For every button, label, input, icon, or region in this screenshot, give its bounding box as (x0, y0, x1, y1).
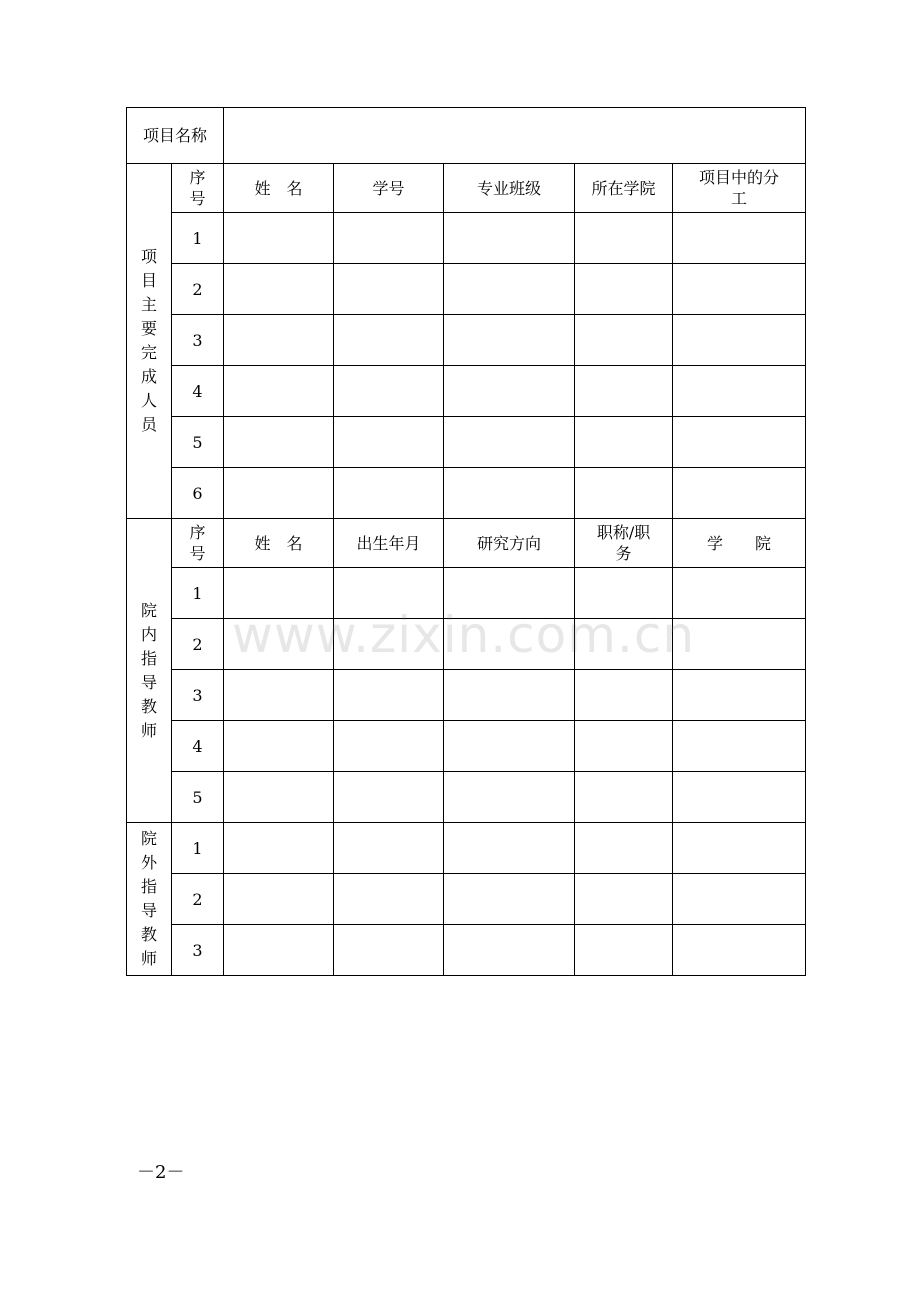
cell[interactable] (673, 315, 806, 366)
row-number: 2 (172, 264, 224, 315)
header-research-area: 研究方向 (444, 519, 575, 568)
header-major-class: 专业班级 (444, 164, 575, 213)
cell[interactable] (334, 417, 444, 468)
cell[interactable] (334, 468, 444, 519)
cell[interactable] (334, 823, 444, 874)
watermark: www.zixin.com.cn (232, 606, 696, 664)
header-name: 姓 名 (224, 519, 334, 568)
project-name-field[interactable] (224, 108, 806, 164)
header-role: 项目中的分 工 (673, 164, 806, 213)
cell[interactable] (575, 213, 673, 264)
cell[interactable] (334, 315, 444, 366)
cell[interactable] (334, 772, 444, 823)
cell[interactable] (673, 468, 806, 519)
cell[interactable] (334, 670, 444, 721)
cell[interactable] (444, 417, 575, 468)
cell[interactable] (673, 874, 806, 925)
cell[interactable] (334, 366, 444, 417)
row-number: 3 (172, 315, 224, 366)
cell[interactable] (224, 823, 334, 874)
members-group-label: 项目主要完成人员 (127, 164, 172, 519)
project-name-row (127, 108, 806, 164)
internal-advisors-header-row (127, 519, 806, 568)
table-row (127, 468, 806, 519)
row-number: 1 (172, 823, 224, 874)
cell[interactable] (673, 213, 806, 264)
cell[interactable] (444, 568, 575, 619)
cell[interactable] (334, 264, 444, 315)
table-row (127, 568, 806, 619)
cell[interactable] (224, 213, 334, 264)
cell[interactable] (673, 772, 806, 823)
table-row (127, 264, 806, 315)
row-number: 1 (172, 213, 224, 264)
header-college: 所在学院 (575, 164, 673, 213)
cell[interactable] (575, 874, 673, 925)
project-name-label: 项目名称 (127, 108, 224, 164)
cell[interactable] (334, 619, 444, 670)
cell[interactable] (575, 619, 673, 670)
cell[interactable] (224, 721, 334, 772)
cell[interactable] (224, 366, 334, 417)
cell[interactable] (444, 925, 575, 976)
table-row (127, 772, 806, 823)
cell[interactable] (575, 264, 673, 315)
cell[interactable] (224, 568, 334, 619)
row-number: 2 (172, 619, 224, 670)
cell[interactable] (444, 468, 575, 519)
row-number: 2 (172, 874, 224, 925)
table-row (127, 213, 806, 264)
members-header-row (127, 164, 806, 213)
cell[interactable] (334, 721, 444, 772)
cell[interactable] (444, 366, 575, 417)
cell[interactable] (673, 619, 806, 670)
cell[interactable] (673, 823, 806, 874)
row-number: 5 (172, 417, 224, 468)
cell[interactable] (444, 264, 575, 315)
header-seq: 序号 (172, 164, 224, 213)
cell[interactable] (673, 670, 806, 721)
cell[interactable] (444, 619, 575, 670)
cell[interactable] (224, 468, 334, 519)
cell[interactable] (224, 670, 334, 721)
cell[interactable] (673, 925, 806, 976)
cell[interactable] (575, 568, 673, 619)
page-number: －2－ (137, 1162, 185, 1183)
cell[interactable] (575, 670, 673, 721)
cell[interactable] (224, 315, 334, 366)
row-number: 6 (172, 468, 224, 519)
header-seq: 序号 (172, 519, 224, 568)
table-row (127, 925, 806, 976)
header-title-position: 职称/职务 (575, 519, 673, 568)
cell[interactable] (334, 874, 444, 925)
cell[interactable] (673, 568, 806, 619)
cell[interactable] (575, 925, 673, 976)
cell[interactable] (673, 264, 806, 315)
cell[interactable] (575, 823, 673, 874)
cell[interactable] (444, 213, 575, 264)
cell[interactable] (224, 772, 334, 823)
header-birth-date: 出生年月 (334, 519, 444, 568)
header-student-id: 学号 (334, 164, 444, 213)
row-number: 4 (172, 366, 224, 417)
table-row (127, 366, 806, 417)
cell[interactable] (673, 366, 806, 417)
table-row (127, 874, 806, 925)
cell[interactable] (224, 264, 334, 315)
cell[interactable] (575, 772, 673, 823)
cell[interactable] (334, 213, 444, 264)
cell[interactable] (444, 772, 575, 823)
table-row (127, 823, 806, 874)
cell[interactable] (334, 925, 444, 976)
internal-advisors-group-label: 院内指导教师 (127, 519, 172, 823)
cell[interactable] (444, 721, 575, 772)
cell[interactable] (224, 874, 334, 925)
cell[interactable] (575, 366, 673, 417)
row-number: 3 (172, 925, 224, 976)
cell[interactable] (575, 417, 673, 468)
row-number: 3 (172, 670, 224, 721)
row-number: 5 (172, 772, 224, 823)
cell[interactable] (444, 823, 575, 874)
row-number: 1 (172, 568, 224, 619)
table-row (127, 670, 806, 721)
cell[interactable] (575, 468, 673, 519)
cell[interactable] (575, 721, 673, 772)
cell[interactable] (673, 417, 806, 468)
application-form-table (126, 107, 812, 976)
cell[interactable] (444, 874, 575, 925)
cell[interactable] (444, 670, 575, 721)
cell[interactable] (224, 619, 334, 670)
cell[interactable] (575, 315, 673, 366)
cell[interactable] (444, 315, 575, 366)
table-row (127, 619, 806, 670)
header-college: 学 院 (673, 519, 806, 568)
cell[interactable] (334, 568, 444, 619)
header-name: 姓 名 (224, 164, 334, 213)
table-row (127, 417, 806, 468)
cell[interactable] (673, 721, 806, 772)
external-advisors-group-label: 院外指导教师 (127, 823, 172, 976)
cell[interactable] (224, 925, 334, 976)
row-number: 4 (172, 721, 224, 772)
cell[interactable] (224, 417, 334, 468)
table-row (127, 315, 806, 366)
table-row (127, 721, 806, 772)
